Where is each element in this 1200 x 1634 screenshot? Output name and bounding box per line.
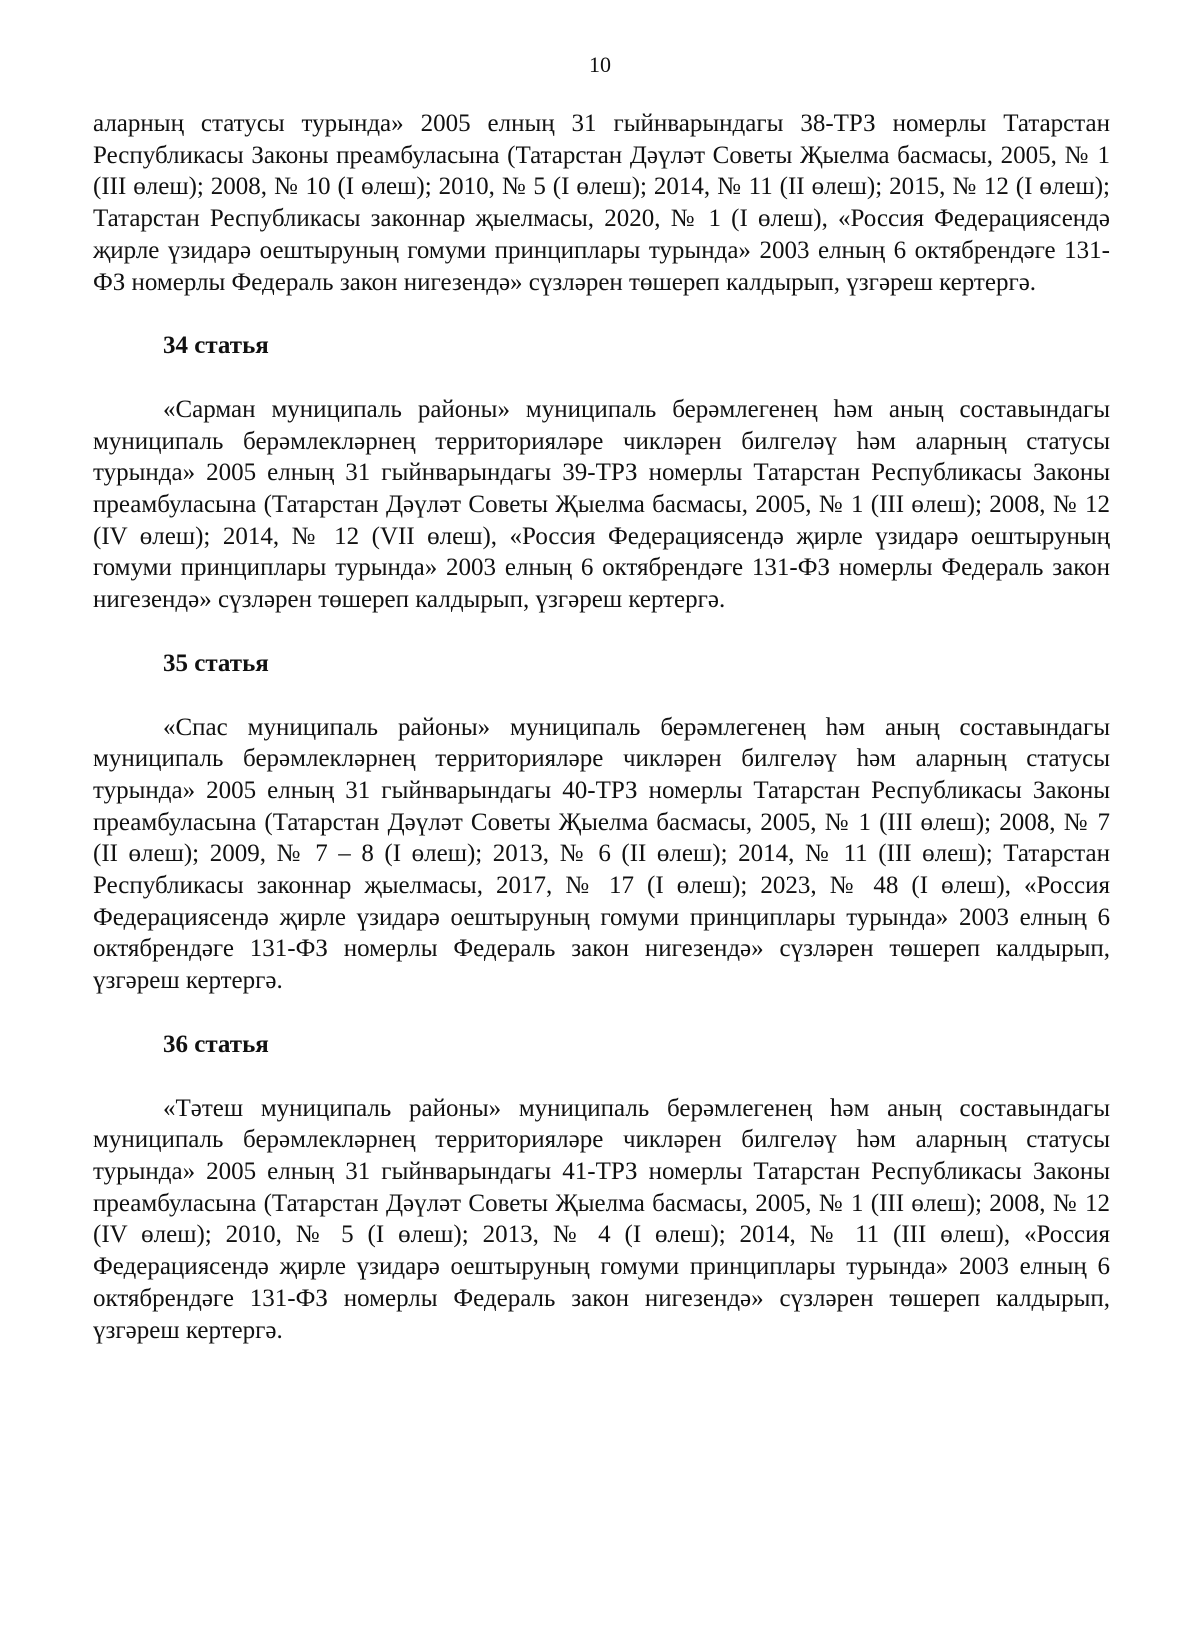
intro-paragraph: аларның статусы турында» 2005 елның 31 гыйнварындагы 38-ТРЗ номерлы Татарстан Республикасы Законы преамбуласына (Татарстан Дәүләт Советы Җыелма басмасы, 2005, № 1 (III өлеш); 2008, № 10 (I өлеш); 2010, № 5 (I өлеш); 2014, № 11 (II өлеш); 2015, № 12 (I өлеш); Татарстан Республикасы законнар җыелмасы, 2020, № 1 (I өлеш), «Россия Федерациясендә җирле үзидарә оештыруның гомуми принциплары турында» 2003 елның 6 октябрендәге 131-ФЗ номерлы Федераль закон нигезендә» сүзләрен төшереп калдырып, үзгәреш кертергә.	[93, 110, 1110, 296]
article-34-text: «Сарман муниципаль районы» муниципаль берәмлегенең һәм аның составындагы муниципаль берәмлекләрнең территорияләре чикләрен билгеләү һәм аларның статусы турында» 2005 елның 31 гыйнварындагы 39-ТРЗ номерлы Татарстан Республикасы Законы преамбуласына (Татарстан Дәүләт Советы Җыелма басмасы, 2005, № 1 (III өлеш); 2008, № 12 (IV өлеш); 2014, № 12 (VII өлеш), «Россия Федерациясендә җирле үзидарә оештыруның гомуми принциплары турында» 2003 елның 6 октябрендәге 131-ФЗ номерлы Федераль закон нигезендә» сүзләрен төшереп калдырып, үзгәреш кертергә.	[93, 395, 1110, 614]
article-34-heading: 34 статья	[163, 332, 269, 360]
article-35-text: «Спас муниципаль районы» муниципаль берәмлегенең һәм аның составындагы муниципаль берәмлекләрнең территорияләре чикләрен билгеләү һәм аларның статусы турында» 2005 елның 31 гыйнварындагы 40-ТРЗ номерлы Татарстан Республикасы Законы преамбуласына (Татарстан Дәүләт Советы Җыелма басмасы, 2005, № 1 (III өлеш); 2008, № 7 (II өлеш); 2009, № 7 – 8 (I өлеш); 2013, № 6 (II өлеш); 2014, № 11 (III өлеш); Татарстан Республикасы законнар җыелмасы, 2017, № 17 (I өлеш); 2023, № 48 (I өлеш), «Россия Федерациясендә җирле үзидарә оештыруның гомуми принциплары турында» 2003 елның 6 октябрендәге 131-ФЗ номерлы Федераль закон нигезендә» сүзләрен төшереп калдырып, үзгәреш кертергә.	[93, 713, 1110, 995]
document-body	[93, 108, 1110, 1346]
article-36-heading: 36 статья	[163, 1030, 269, 1058]
page-number: 10	[589, 52, 611, 77]
article-35-heading: 35 статья	[163, 649, 269, 677]
article-36-text: «Тәтеш муниципаль районы» муниципаль берәмлегенең һәм аның составындагы муниципаль берәмлекләрнең территорияләре чикләрен билгеләү һәм аларның статусы турында» 2005 елның 31 гыйнварындагы 41-ТРЗ номерлы Татарстан Республикасы Законы преамбуласына (Татарстан Дәүләт Советы Җыелма басмасы, 2005, № 1 (III өлеш); 2008, № 12 (IV өлеш); 2010, № 5 (I өлеш); 2013, № 4 (I өлеш); 2014, № 11 (III өлеш), «Россия Федерациясендә җирле үзидарә оештыруның гомуми принциплары турында» 2003 елның 6 октябрендәге 131-ФЗ номерлы Федераль закон нигезендә» сүзләрен төшереп калдырып, үзгәреш кертергә.	[93, 1094, 1110, 1344]
